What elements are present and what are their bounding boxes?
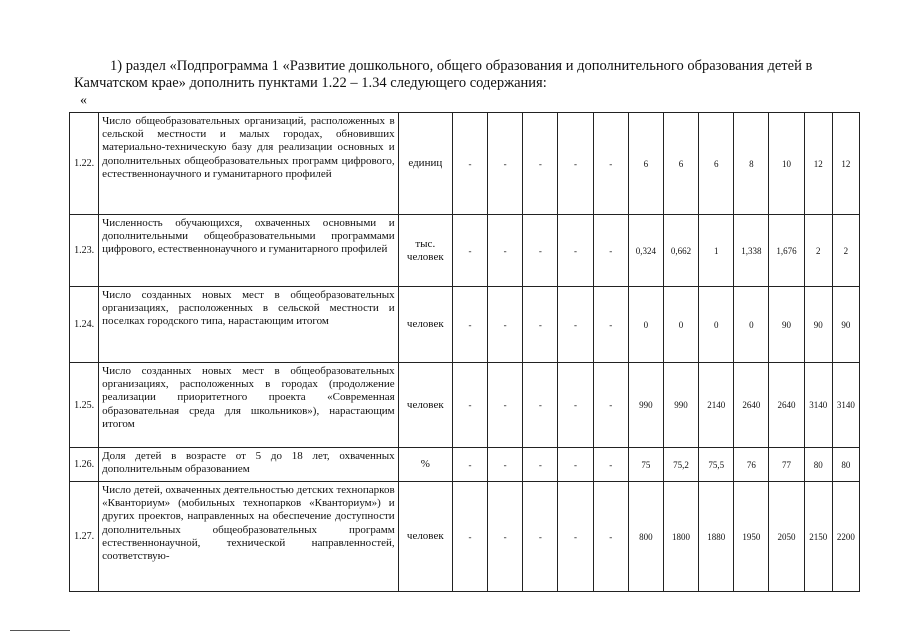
value-cell: - [593,113,628,215]
intro-line-2: Камчатском крае» дополнить пунктами 1.22 – 1.34 следующего содержания: [74,75,547,91]
value-cell: 1,676 [769,215,804,287]
value-cell: 1880 [699,482,734,592]
value-cell: 0 [628,287,663,363]
indicator-description: Число общеобразовательных организаций, расположенных в сельской местности и малых городах, обновивших материально-техническую базу для реализации основных и дополнительных общеобразовательных программ цифрового, естественнонаучного и гуманитарного профилей [99,113,399,215]
value-cell: - [523,113,558,215]
value-cell: - [523,482,558,592]
value-cell: - [558,113,593,215]
value-cell: 12 [832,113,859,215]
value-cell: 75,2 [663,448,698,482]
unit-of-measure: единиц [398,113,452,215]
value-cell: 3140 [832,363,859,448]
value-cell: 90 [804,287,832,363]
value-cell: 2150 [804,482,832,592]
value-cell: 2 [832,215,859,287]
value-cell: 6 [663,113,698,215]
intro-paragraph [74,58,889,92]
value-cell: 6 [628,113,663,215]
value-cell: 8 [734,113,769,215]
value-cell: - [523,363,558,448]
value-cell: - [452,363,487,448]
unit-of-measure: тыс. человек [398,215,452,287]
value-cell: 0 [699,287,734,363]
value-cell: 90 [769,287,804,363]
value-cell: 1,338 [734,215,769,287]
unit-of-measure: человек [398,482,452,592]
value-cell: - [488,363,523,448]
table-row [70,363,860,448]
value-cell: - [452,113,487,215]
value-cell: 2140 [699,363,734,448]
value-cell: 800 [628,482,663,592]
indicator-description: Число созданных новых мест в общеобразовательных организациях, расположенных в сельской местности и поселках городского типа, нарастающим итогом [99,287,399,363]
value-cell: - [558,287,593,363]
value-cell: - [593,363,628,448]
row-number: 1.24. [70,287,99,363]
value-cell: 90 [832,287,859,363]
table-row [70,448,860,482]
value-cell: - [488,448,523,482]
indicator-description: Доля детей в возрасте от 5 до 18 лет, охваченных дополнительным образованием [99,448,399,482]
value-cell: 1 [699,215,734,287]
value-cell: - [488,287,523,363]
value-cell: - [488,113,523,215]
value-cell: - [488,215,523,287]
value-cell: 0,324 [628,215,663,287]
value-cell: 75,5 [699,448,734,482]
value-cell: 76 [734,448,769,482]
value-cell: 1950 [734,482,769,592]
indicator-description: Число детей, охваченных деятельностью детских технопарков «Кванториум» (мобильных технопарков «Кванториум») и других проектов, направленных на обеспечение доступности дополнительных общеобразовательных программ естественнонаучной, технической направленностей, соответствую- [99,482,399,592]
value-cell: - [558,215,593,287]
value-cell: - [452,448,487,482]
page-bottom-rule [10,630,70,631]
value-cell: 0 [663,287,698,363]
table-row [70,113,860,215]
value-cell: 990 [663,363,698,448]
value-cell: 0 [734,287,769,363]
indicator-description: Число созданных новых мест в общеобразовательных организациях, расположенных в городах (продолжение реализации приоритетного проекта «Современная образовательная среда для школьников»), нарастающим итогом [99,363,399,448]
indicator-description: Численность обучающихся, охваченных основными и дополнительными общеобразовательными программами цифрового, естественнонаучного и гуманитарного профилей [99,215,399,287]
value-cell: 2050 [769,482,804,592]
value-cell: 990 [628,363,663,448]
row-number: 1.22. [70,113,99,215]
row-number: 1.27. [70,482,99,592]
value-cell: 2640 [769,363,804,448]
value-cell: - [452,482,487,592]
value-cell: 80 [832,448,859,482]
unit-of-measure: человек [398,363,452,448]
value-cell: - [452,287,487,363]
value-cell: - [593,215,628,287]
value-cell: - [523,215,558,287]
opening-quote: « [80,93,87,108]
value-cell: - [558,482,593,592]
value-cell: 10 [769,113,804,215]
table-row [70,482,860,592]
value-cell: - [488,482,523,592]
row-number: 1.23. [70,215,99,287]
value-cell: 2200 [832,482,859,592]
value-cell: 77 [769,448,804,482]
value-cell: 6 [699,113,734,215]
table-row [70,287,860,363]
intro-line-1: 1) раздел «Подпрограмма 1 «Развитие дошкольного, общего образования и дополнительного образования детей в [110,58,813,74]
value-cell: - [558,363,593,448]
value-cell: 2640 [734,363,769,448]
value-cell: - [523,448,558,482]
value-cell: 12 [804,113,832,215]
value-cell: - [593,448,628,482]
value-cell: - [593,287,628,363]
value-cell: 75 [628,448,663,482]
value-cell: 2 [804,215,832,287]
value-cell: 3140 [804,363,832,448]
unit-of-measure: человек [398,287,452,363]
table-row [70,215,860,287]
value-cell: - [593,482,628,592]
value-cell: 1800 [663,482,698,592]
value-cell: - [452,215,487,287]
value-cell: 80 [804,448,832,482]
row-number: 1.26. [70,448,99,482]
value-cell: 0,662 [663,215,698,287]
unit-of-measure: % [398,448,452,482]
row-number: 1.25. [70,363,99,448]
value-cell: - [558,448,593,482]
indicators-table [69,112,860,592]
value-cell: - [523,287,558,363]
